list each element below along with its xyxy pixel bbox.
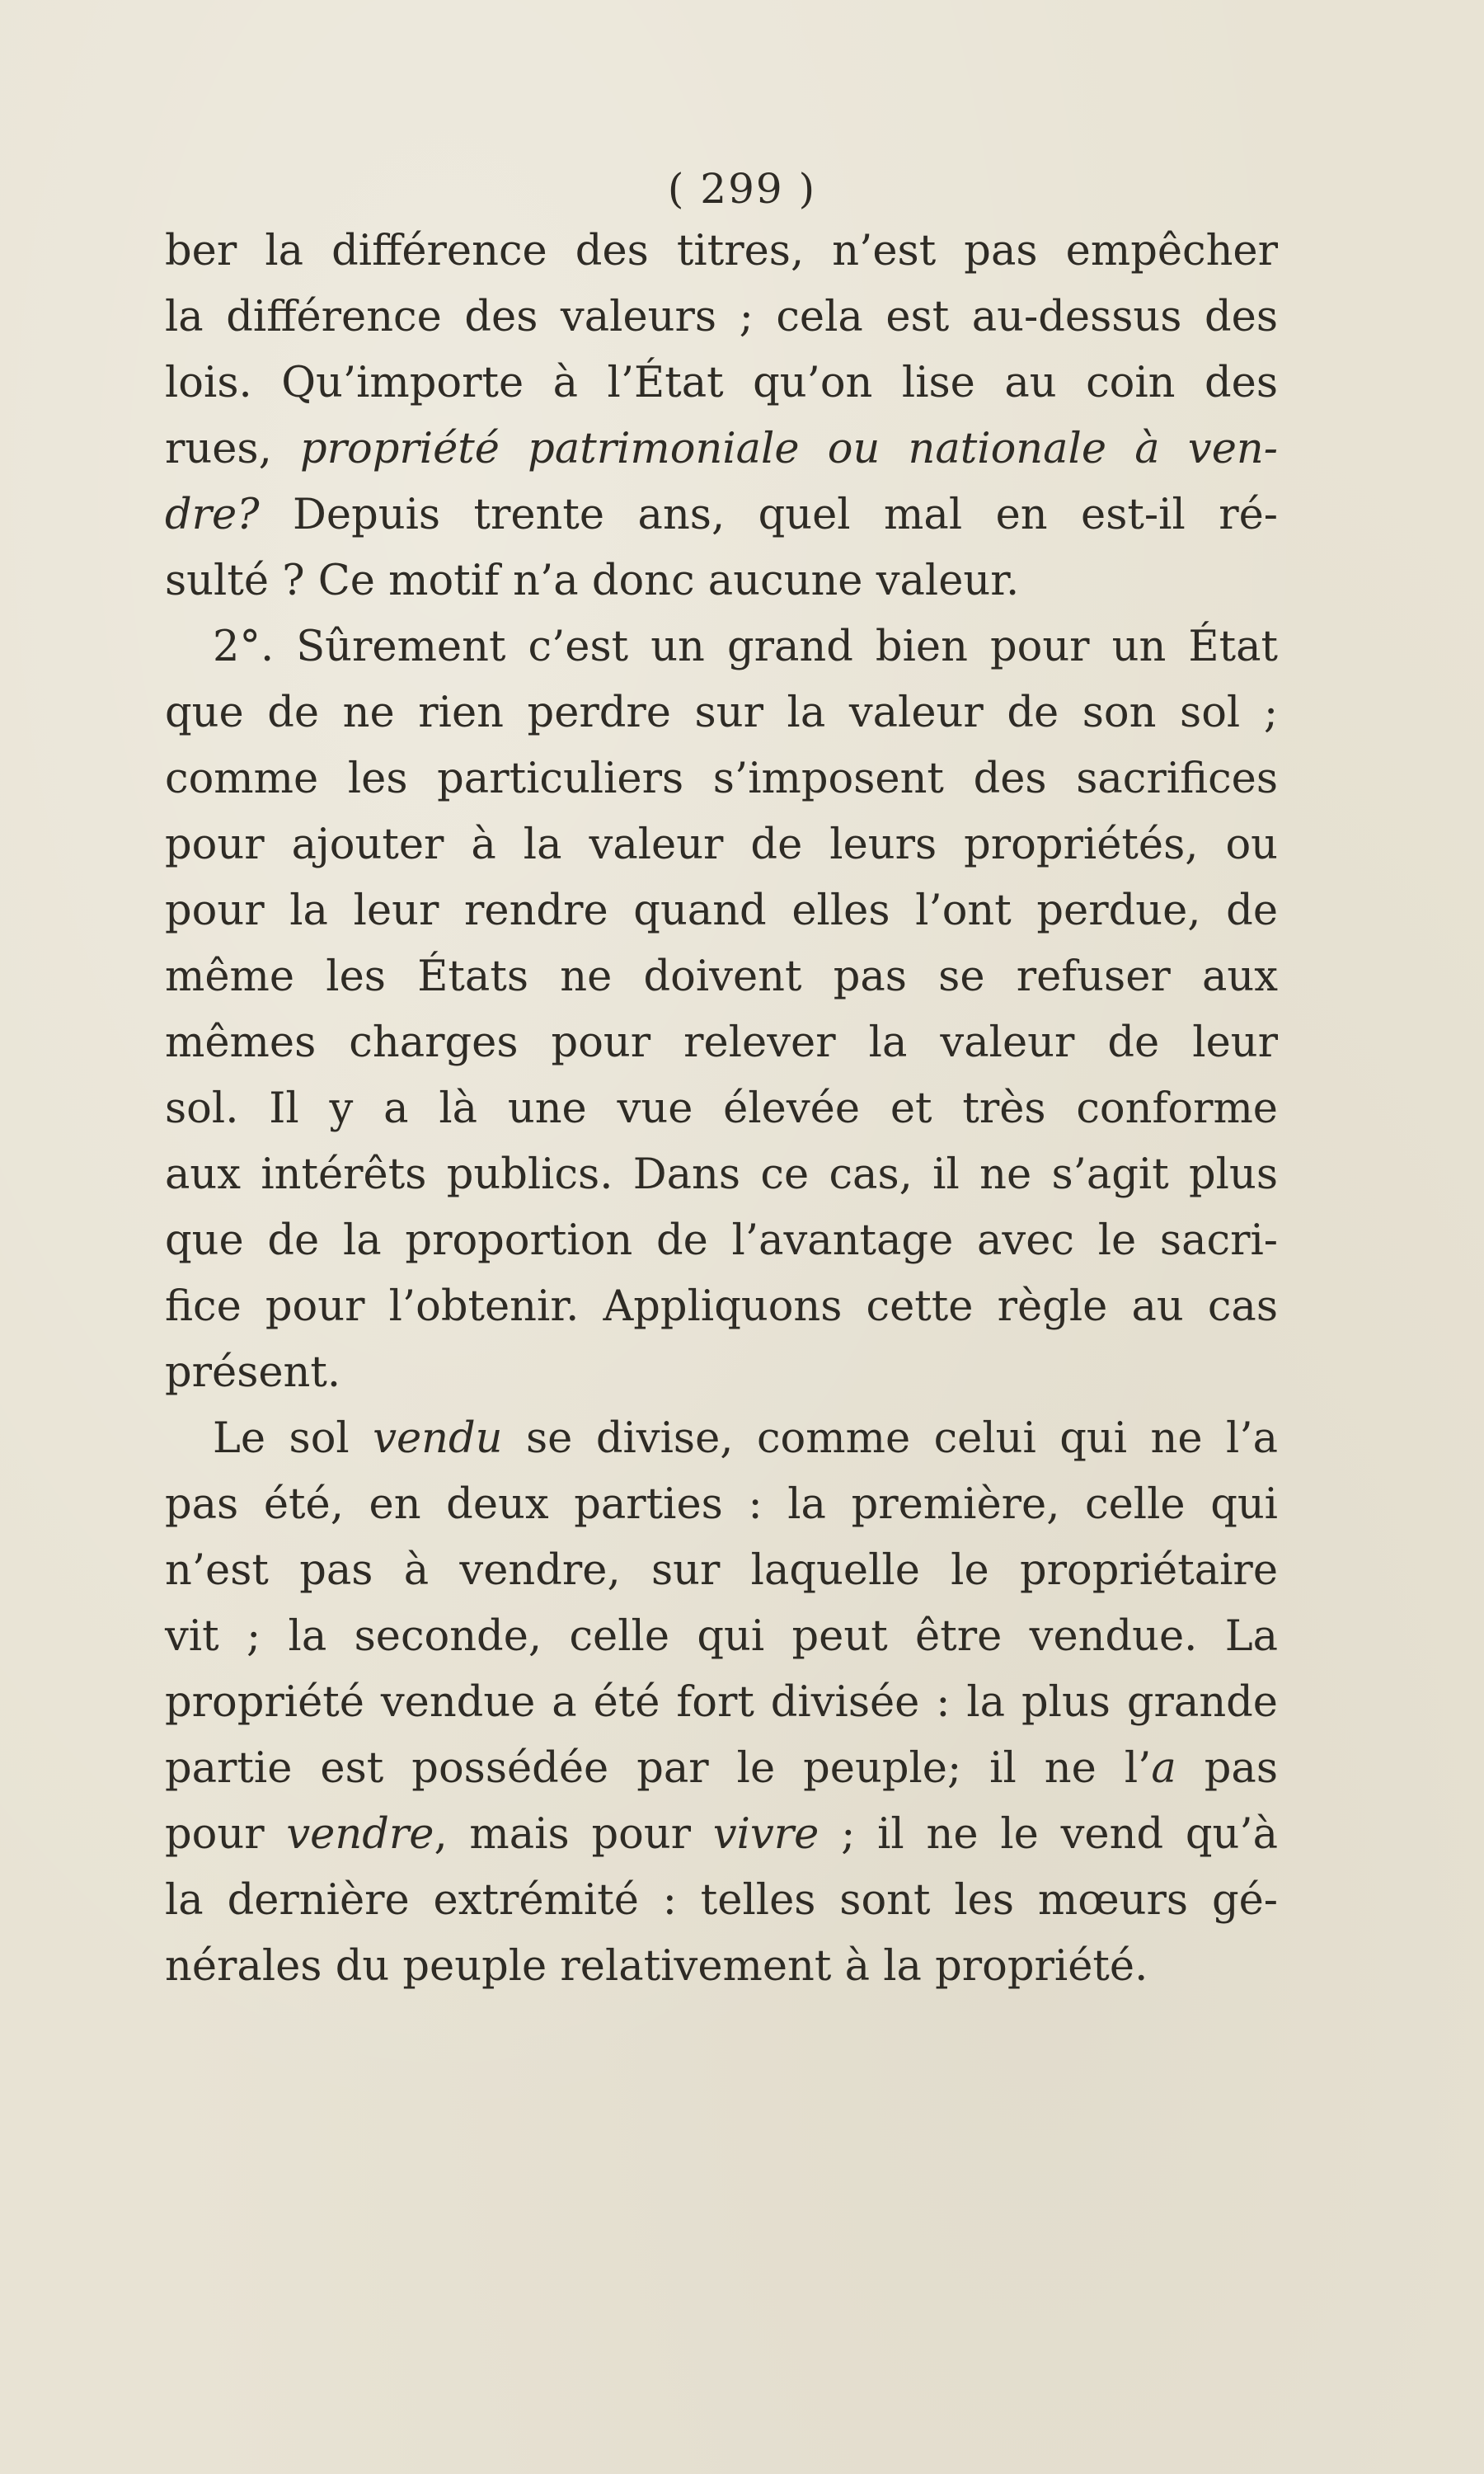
page-number: ( 299 ) [667,165,817,213]
text-line [165,1340,1278,1406]
text-segment: même les États ne doivent pas se refuser aux [165,952,1278,1001]
text-segment: lois. Qu’importe à l’État qu’on lise au coin des [165,359,1278,407]
text-line [165,1670,1278,1736]
text-segment: sol. Il y a là une vue élevée et très conforme [165,1084,1278,1133]
text-line [165,614,1278,680]
text-line [165,1208,1278,1274]
text-segment: aux intérêts publics. Dans ce cas, il ne s’agit plus [165,1150,1278,1199]
italic-text: vendre [286,1810,434,1859]
italic-text: dre? [165,491,260,539]
text-segment: ber la différence des titres, n’est pas empêcher [165,227,1278,275]
text-segment: sulté ? Ce motif n’a donc aucune valeur. [165,557,1020,605]
text-segment: partie est possédée par le peuple; il ne l’ [165,1744,1152,1793]
text-line [165,1868,1278,1934]
text-line [165,1010,1278,1076]
text-segment: propriété vendue a été fort divisée : la plus grande [165,1678,1278,1727]
text-line [165,1736,1278,1802]
text-line [165,944,1278,1010]
text-line [165,1406,1278,1472]
text-line [165,1934,1278,2000]
text-line [165,1472,1278,1538]
text-segment: n’est pas à vendre, sur laquelle le propriétaire [165,1546,1278,1595]
italic-text: a [1151,1744,1176,1793]
text-segment: pas [1176,1744,1279,1793]
text-segment: Depuis trente ans, quel mal en est-il ré- [259,491,1278,539]
text-segment: vit ; la seconde, celle qui peut être vendue. La [165,1612,1278,1661]
text-line [165,812,1278,878]
text-line [165,878,1278,944]
text-line [165,548,1278,614]
text-segment: comme les particuliers s’imposent des sacrifices [165,755,1278,803]
text-segment: 2°. Sûrement c’est un grand bien pour un État [213,623,1278,671]
text-line [165,1076,1278,1142]
text-segment: fice pour l’obtenir. Appliquons cette règle au cas [165,1282,1278,1331]
italic-text: vendu [373,1414,503,1463]
text-segment: mêmes charges pour relever la valeur de leur [165,1018,1278,1067]
italic-text: vivre [712,1810,819,1859]
text-segment: pas été, en deux parties : la première, celle qui [165,1480,1278,1529]
text-line [165,285,1278,350]
text-line [165,219,1278,285]
text-segment: ; il ne le vend qu’à [819,1810,1278,1859]
text-line [165,1142,1278,1208]
text-segment: pour la leur rendre quand elles l’ont perdue, de [165,887,1278,935]
text-segment: pour [165,1810,287,1859]
text-line [165,746,1278,812]
text-line [165,416,1278,482]
text-segment: se divise, comme celui qui ne l’a [502,1414,1278,1463]
text-segment: , mais pour [434,1810,713,1859]
text-line [165,680,1278,746]
text-segment: rues, [165,425,301,473]
text-segment: pour ajouter à la valeur de leurs propriétés, ou [165,821,1278,869]
text-segment: que de la proportion de l’avantage avec le sacri- [165,1216,1278,1265]
body-text [165,219,1278,2000]
text-line [165,1802,1278,1868]
text-line [165,350,1278,416]
text-segment: présent. [165,1348,341,1397]
text-line [165,482,1278,548]
text-segment: la dernière extrémité : telles sont les mœurs gé- [165,1876,1278,1925]
text-segment: la différence des valeurs ; cela est au-dessus des [165,293,1278,341]
text-line [165,1538,1278,1604]
text-line [165,1604,1278,1670]
text-segment: nérales du peuple relativement à la propriété. [165,1942,1148,1991]
text-segment: que de ne rien perdre sur la valeur de son sol ; [165,689,1278,737]
text-line [165,1274,1278,1340]
italic-text: propriété patrimoniale ou nationale à ven- [300,425,1278,473]
text-segment: Le sol [213,1414,373,1463]
